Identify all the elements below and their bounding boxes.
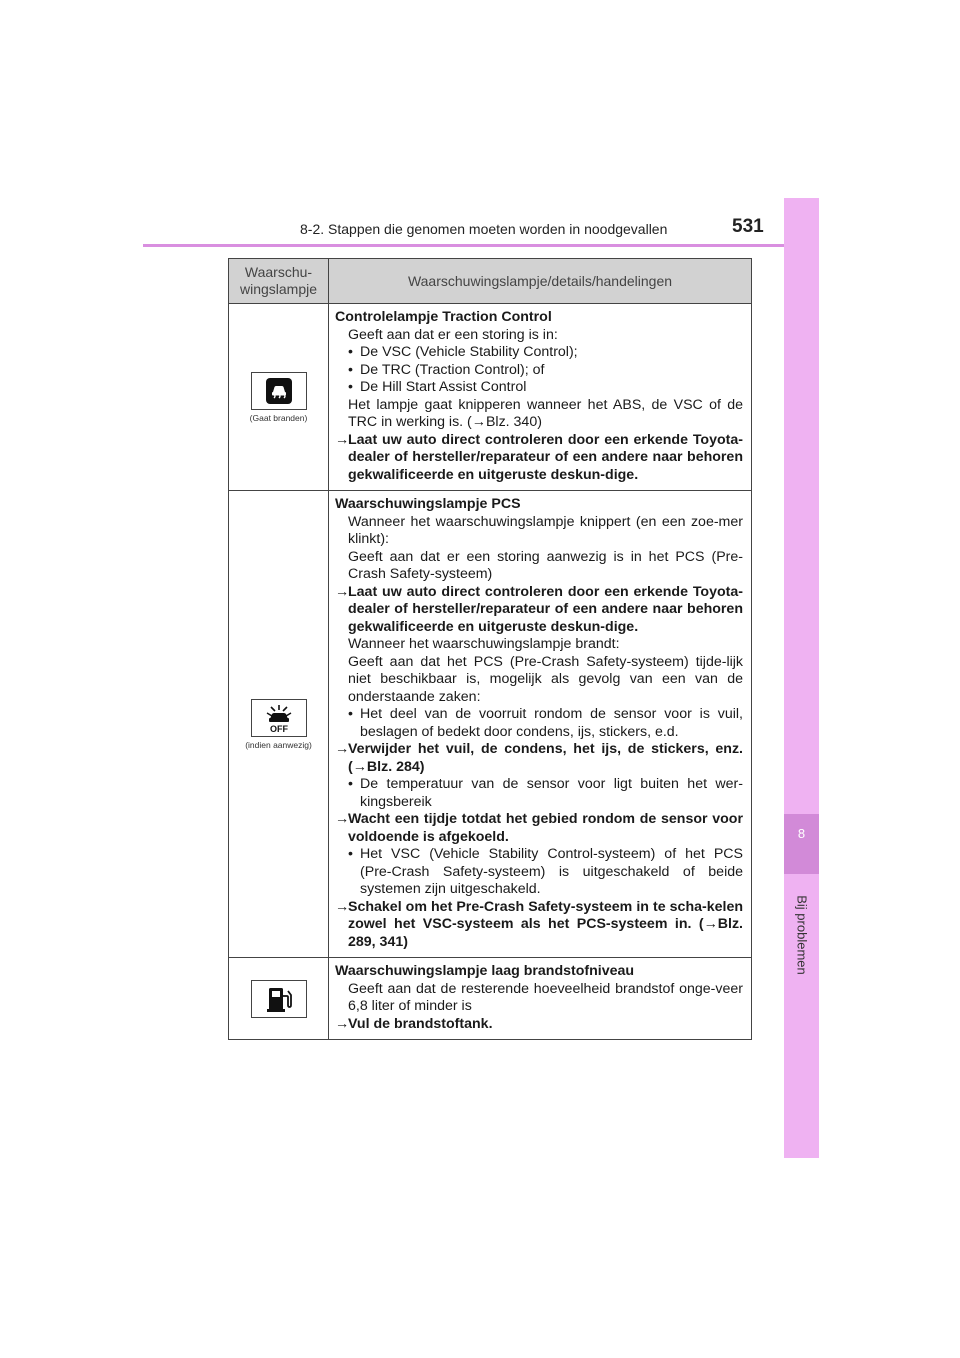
action-text: Schakel om het Pre-Crash Safety-systeem in te scha-kelen zowel het VSC-systeem als het PCS-systeem in. (→Blz. 289, 341)	[348, 898, 743, 950]
description-text: Wanneer het waarschuwingslampje knippert (en een zoe-mer klinkt):	[348, 513, 743, 547]
bullet-item	[335, 846, 743, 899]
bullet-icon: •	[348, 361, 353, 378]
action-item	[335, 899, 743, 952]
header-rule	[143, 244, 818, 247]
description-text: Het lampje gaat knipperen wanneer het ABS, de VSC of de TRC in werking is. (→Blz. 340)	[348, 396, 743, 430]
arrow-icon: →	[335, 431, 350, 448]
action-item	[335, 584, 743, 637]
traction-control-icon	[264, 376, 294, 406]
action-item	[335, 741, 743, 776]
bullet-item	[335, 379, 743, 397]
chapter-number: 8	[797, 826, 806, 841]
action-text: Vul de brandstoftank.	[348, 1015, 493, 1032]
row-title: Controlelampje Traction Control	[335, 309, 552, 325]
chapter-number-tab	[784, 814, 819, 874]
description-text: Geeft aan dat er een storing aanwezig is in het PCS (Pre-Crash Safety-systeem)	[348, 548, 743, 582]
warning-lights-table	[228, 258, 752, 1040]
bullet-item	[335, 776, 743, 811]
details-cell	[329, 304, 751, 490]
pcs-off-label: OFF	[269, 723, 288, 734]
bullet-icon: •	[348, 706, 353, 722]
action-text: Laat uw auto direct controleren door een erkende Toyota-dealer of hersteller/reparateur of een andere naar behoren gekwalificeerde en uitgeruste deskun-dige.	[348, 431, 743, 483]
bullet-icon: •	[348, 776, 353, 792]
table-row	[229, 304, 751, 491]
column-header-light: Waarschu- wingslampje	[229, 259, 329, 303]
pcs-off-icon	[259, 702, 299, 734]
arrow-icon: →	[335, 583, 350, 600]
icon-cell	[229, 958, 329, 1039]
icon-caption: (indien aanwezig)	[245, 739, 312, 750]
description-text: Geeft aan dat er een storing is in:	[348, 326, 558, 343]
bullet-text: De TRC (Traction Control); of	[360, 361, 545, 378]
bullet-text: Het VSC (Vehicle Stability Control-systeem) of het PCS (Pre-Crash Safety-systeem) is uitgeschakeld of beide systemen zijn uitgeschakeld.	[360, 846, 743, 897]
bullet-text: De VSC (Vehicle Stability Control);	[360, 344, 578, 360]
chapter-side-tab	[784, 198, 819, 1158]
icon-caption: (Gaat branden)	[249, 412, 308, 423]
table-row	[229, 958, 751, 1039]
action-item	[335, 432, 743, 485]
bullet-item	[335, 706, 743, 741]
description-text: Geeft aan dat de resterende hoeveelheid brandstof onge-veer 6,8 liter of minder is	[348, 980, 743, 1014]
bullet-icon: •	[348, 379, 353, 395]
arrow-icon: →	[335, 741, 350, 757]
bullet-text: Het deel van de voorruit rondom de sensor voor is vuil, beslagen of bedekt door condens, ijs, stickers, e.d.	[360, 706, 743, 740]
icon-frame	[251, 699, 307, 737]
action-item	[335, 1016, 743, 1034]
page-number: 531	[732, 216, 764, 237]
arrow-icon: →	[335, 1015, 350, 1032]
bullet-item	[335, 344, 743, 362]
bullet-text: De Hill Start Assist Control	[360, 379, 527, 395]
description-text: Wanneer het waarschuwingslampje brandt:	[348, 636, 620, 652]
row-title: Waarschuwingslampje laag brandstofniveau	[335, 963, 635, 979]
bullet-item	[335, 362, 743, 380]
icon-frame	[251, 372, 307, 410]
action-text: Laat uw auto direct controleren door een erkende Toyota-dealer of hersteller/reparateur of een andere naar behoren gekwalificeerde en uitgeruste deskun-dige.	[348, 583, 743, 635]
low-fuel-icon	[264, 984, 294, 1014]
bullet-icon: •	[348, 344, 353, 360]
description-text: Geeft aan dat het PCS (Pre-Crash Safety-systeem) tijde-lijk niet beschikbaar is, mogelijk als gevolg van een van de onderstaande zaken:	[348, 653, 743, 705]
icon-cell	[229, 491, 329, 957]
table-row	[229, 491, 751, 958]
row-title: Waarschuwingslampje PCS	[335, 496, 521, 512]
details-cell	[329, 491, 751, 957]
details-cell	[329, 958, 751, 1039]
action-text: Wacht een tijdje totdat het gebied rondom de sensor voor voldoende is afgekoeld.	[348, 811, 743, 845]
table-header	[229, 259, 751, 304]
arrow-icon: →	[335, 898, 350, 915]
column-header-details: Waarschuwingslampje/details/handelingen	[407, 273, 673, 289]
bullet-text: De temperatuur van de sensor voor ligt buiten het wer-kingsbereik	[360, 776, 743, 810]
action-item	[335, 811, 743, 846]
section-title: 8-2. Stappen die genomen moeten worden in noodgevallen	[300, 221, 668, 237]
arrow-icon: →	[335, 811, 350, 827]
bullet-icon: •	[348, 846, 353, 862]
chapter-label: Bij problemen	[794, 895, 810, 975]
icon-frame	[251, 980, 307, 1018]
chapter-label-box	[793, 880, 811, 990]
icon-cell	[229, 304, 329, 490]
action-text: Verwijder het vuil, de condens, het ijs, de stickers, enz. (→Blz. 284)	[348, 741, 743, 775]
